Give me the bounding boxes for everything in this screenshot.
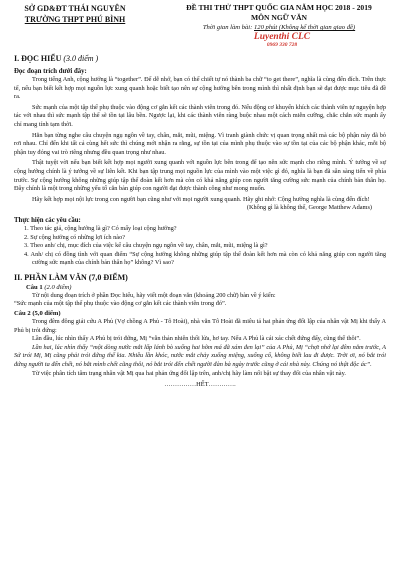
question2-quote-first: Lần đầu, lúc nhìn thấy A Phủ bị trói đứng, Mị “vẫn thản nhiên thổi lửa, hơ tay. Nếu A Phủ là cái xác chết đứng đấy, cũng thế thôi”. xyxy=(32,335,361,343)
brand-name: Luyenthi CLC xyxy=(253,32,311,42)
time-prefix: Thời gian làm bài: xyxy=(202,24,254,31)
passage-paragraph: Trong tiếng Anh, cộng hưởng là “together”. Để dễ nhớ, bạn có thể chiết tự nó thành ba chữ “to get there”, nghĩa là cùng đến đích. Trên thực tế, nếu bạn biết kết hợp mọi nguồn lực xung quanh hoặc biết tạo nên sự cộng hưởng bên trong mình thì nhất định bạn sẽ đạt được mục tiêu đã đề ra. xyxy=(14,76,386,101)
exam-title-block xyxy=(164,3,394,32)
time-value: 120 phút (Không kể thời gian giao đề) xyxy=(254,24,356,31)
question-item: 4. Anh/ chị có đồng tình với quan điểm “Sự cộng hưởng không những giúp tập thể đoàn kết hơn mà còn có khả năng giúp con người tăng cường sức mạnh của chính bản thân họ” không? Vì sao? xyxy=(24,250,386,267)
school-block xyxy=(14,3,136,25)
requirements-label: Thực hiện các yêu cầu: xyxy=(14,216,81,224)
department-name: SỞ GD&ĐT THÁI NGUYÊN xyxy=(24,4,126,13)
question1-label: Câu 1 xyxy=(26,283,43,291)
end-marker: ……………HẾT…………. xyxy=(164,381,236,389)
question-item: 3. Theo anh/ chị, mục đích của việc kể câu chuyện ngụ ngôn về tay, chân, mắt, mũi, miệng là gì? xyxy=(24,242,268,250)
question-item: 1. Theo tác giả, cộng hưởng là gì? Có mấy loại cộng hưởng? xyxy=(24,224,177,232)
question2-task: Từ việc phân tích tâm trạng nhân vật Mị qua hai phản ứng đối lập trên, anh/chị hãy làm nổi bật sự thay đổi của nhân vật này. xyxy=(32,369,346,377)
part1-heading xyxy=(14,53,386,64)
question2-heading: Câu 2 (5,0 điểm) xyxy=(14,310,61,318)
part1-title: I. ĐỌC HIỂU xyxy=(14,54,62,63)
question1-heading xyxy=(14,283,386,292)
passage-paragraph: Hẳn bạn từng nghe câu chuyện ngụ ngôn về tay, chân, mắt, mũi, miệng. Vì tranh giành chức vị quan trọng nhất mà các bộ phận này đã bỏ rơi nhau. Chỉ đến khi tất cả cùng hết sức thì chúng mới nhận ra rằng, sự tồn tại của mình phụ thuộc vào sự tồn tại của các bộ phận khác, mỗi bộ phận tuy đóng vai trò riêng nhưng đều quan trọng như nhau. xyxy=(14,131,386,156)
passage-label: Đọc đoạn trích dưới đây: xyxy=(14,68,87,75)
passage-paragraph: Sức mạnh của một tập thể phụ thuộc vào động cơ gắn kết các thành viên trong đó. Nếu động cơ khuyến khích các thành viên tự nguyện hợp tác với nhau thì sức mạnh tập thể sẽ tồn tại lâu bền. Ngược lại, khi các thành viên ràng buộc nhau một cách miễn cưỡng, chắc chắn sức mạnh ấy chỉ mang tính tạm thời. xyxy=(14,103,386,128)
question1-score: (2.0 điểm) xyxy=(44,283,72,291)
question-item: 2. Sự cộng hưởng có những lợi ích nào? xyxy=(24,233,126,241)
time-allowed xyxy=(164,23,394,32)
school-name: TRƯỜNG THPT PHÚ BÌNH xyxy=(24,15,126,24)
part1-score: (3.0 điểm ) xyxy=(63,54,99,63)
question2-intro: Trong đêm đông giải cứu A Phủ (Vợ chồng A Phủ - Tô Hoài), nhà văn Tô Hoài đã miêu tả hai phản ứng đối lập của nhân vật Mị khi thấy A Phủ bị trói đứng: xyxy=(14,318,386,334)
brand-phone: 0969 330 728 xyxy=(266,42,298,48)
question1-text: Từ nội dung đoạn trích ở phần Đọc hiểu, hãy viết một đoạn văn (khoảng 200 chữ) bàn về ý kiến: xyxy=(32,291,276,299)
brand-watermark xyxy=(232,32,332,49)
passage-source: (Không gì là không thể, George Matthew Adams) xyxy=(246,204,372,212)
exam-header xyxy=(14,3,386,51)
part2-title: II. PHẦN LÀM VĂN (7,0 ĐIỂM) xyxy=(14,272,128,282)
subject-name: MÔN NGỮ VĂN xyxy=(250,13,308,22)
exam-title: ĐỀ THI THỬ THPT QUỐC GIA NĂM HỌC 2018 - 2019 xyxy=(186,3,372,12)
question2-quote-second: Lần hai, lúc nhìn thấy “một dòng nước mắt lấp lánh bò xuống hai hõm má đã xám đen lại” của A Phủ, Mị “chợt nhớ lại đêm năm trước, A Sử trói Mị, Mị cũng phải trói đứng thế kia. Nhiều lần khóc, nước mắt chảy xuống miệng, xuống cổ, không biết lau đi được. Trời ơi, nó bắt trói đứng người ta đến chết, nó bắt mình chết cũng thôi, nó bắt trói đến chết người đàn bà ngày trước cũng ở cái nhà này. Chúng nó thật độc ác”. xyxy=(14,343,386,369)
question1-quote: “Sức mạnh của một tập thể phụ thuộc vào động cơ gắn kết các thành viên trong đó”. xyxy=(14,300,227,308)
passage-paragraph: Hãy kết hợp mọi nội lực trong con người bạn cũng như với mọi người xung quanh. Hãy ghi nhớ: Cộng hưởng nghĩa là cùng đến đích! xyxy=(32,195,370,203)
passage-paragraph: Thật tuyệt vời nếu bạn biết kết hợp mọi người xung quanh với nguồn lực bên trong để tạo nên sức mạnh cho riêng mình. Ý tưởng về sự cộng hưởng chính là ý tưởng về sự liên kết. Khi bạn tập trung mọi nguồn lực của mình vào một việc gì đó, nghĩa là bạn đã sẵn sàng tiến về phía trước. Sự cộng hưởng không những giúp tập thể đoàn kết hơn mà còn có khả năng giúp con người tăng cường sức mạnh của chính bản thân họ. Đây chính là một trong những yếu tố căn bản giúp con người đạt được thành công như mong muốn. xyxy=(14,159,386,193)
